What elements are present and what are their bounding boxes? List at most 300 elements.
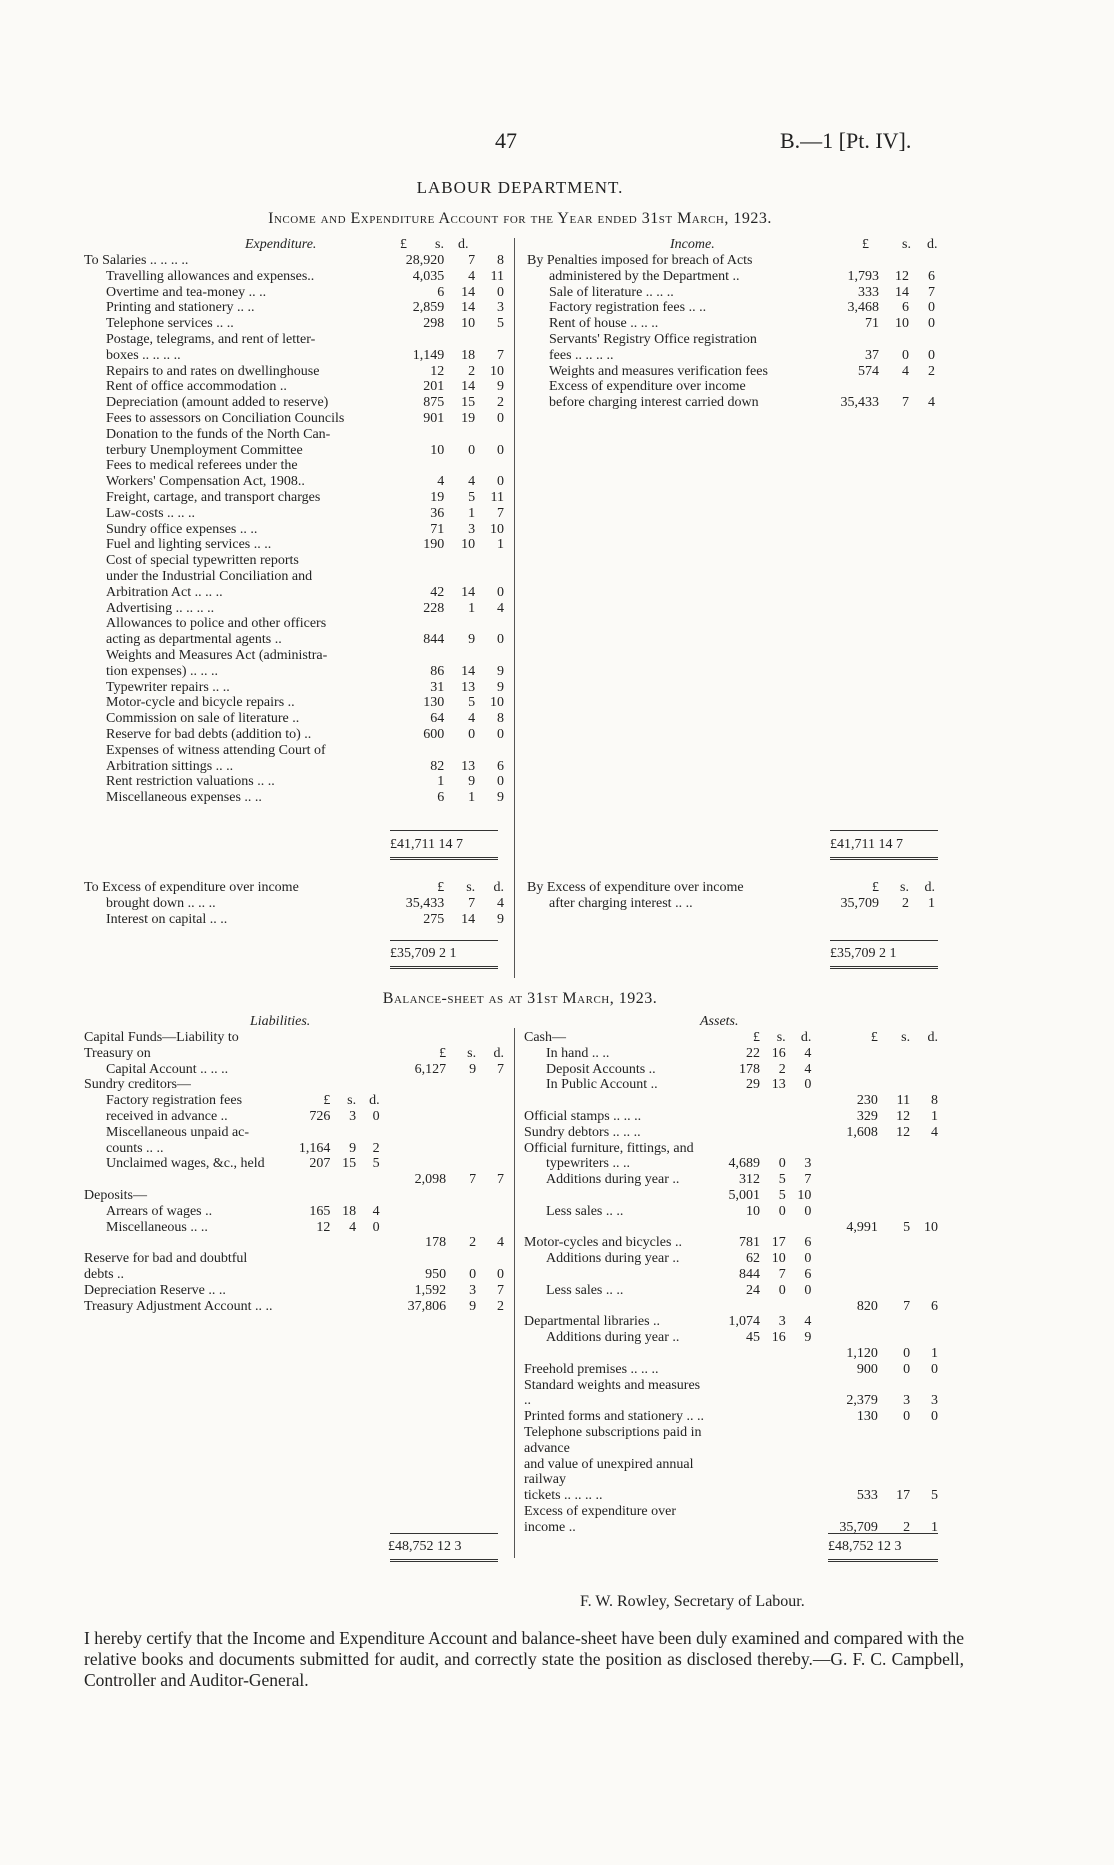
ledger-amount-d: 2 [497,1298,504,1314]
ledger-amount-l [811,1283,877,1299]
ledger-row [527,316,935,332]
ledger-amount-c: 3 [804,1156,812,1172]
ledger-amount-b: 4 [349,1219,357,1235]
ledger-amount-b [760,1141,786,1157]
ledger-row [84,364,504,380]
ledger-row [524,1283,938,1299]
ledger-amount-l: 875 [423,395,445,411]
ledger-amount-d: 3 [497,300,504,316]
ledger-amount-l: 820 [856,1298,878,1314]
assets-table [524,1030,938,1536]
ledger-amount-b [760,1425,786,1457]
ledger-amount-l: 1 [437,774,445,790]
ledger-row [524,1251,938,1267]
ledger-amount-d [910,1330,938,1346]
ledger-amount-a: 10 [745,1203,760,1219]
ledger-amount-d: 0 [928,316,935,332]
ledger-row [84,1220,504,1236]
ledger-amount-a: 726 [309,1108,331,1124]
ledger-amount-d [910,1251,938,1267]
ledger-amount-a [277,1125,331,1141]
ledger-row [524,1204,938,1220]
ledger-amount-s: 5 [903,1219,911,1235]
ledger-label: Factory registration fees [106,1093,243,1109]
ledger-amount-l: 190 [423,537,445,553]
ledger-amount-l [811,1204,877,1220]
ledger-amount-b: 5 [778,1187,786,1203]
ledger-amount-l: £ [439,1045,447,1061]
ledger-amount-a [706,1488,760,1504]
ledger-label: before charging interest carried down [549,395,759,411]
ledger-amount-l: 37,806 [407,1298,447,1314]
ledger-row [527,253,935,269]
ledger-amount-d: 8 [497,253,504,268]
ledger-amount-d: 9 [497,679,504,695]
ledger-label: Freight, cartage, and transport charges [106,489,321,505]
ledger-amount-a [706,1346,760,1362]
ledger-row [84,506,504,522]
ledger-label: tion expenses) .. .. .. [106,663,218,679]
ledger-amount-d: 0 [497,410,504,426]
ledger-amount-a [277,1235,331,1251]
ledger-amount-d: 9 [497,911,504,927]
ledger-amount-d: 5 [497,316,504,332]
ledger-amount-l [380,1109,446,1125]
ledger-amount-d [910,1062,938,1078]
ledger-row [84,490,504,506]
ledger-amount-b [760,1488,786,1504]
ledger-label: Motor-cycles and bicycles .. [524,1235,682,1251]
ledger-label: Fees to assessors on Conciliation Councils [106,410,345,426]
ledger-amount-l [380,1093,446,1109]
ledger-amount-c [356,1251,380,1283]
ledger-amount-d: 1 [497,537,504,553]
ledger-amount-s [878,1425,910,1457]
ledger-amount-c: 0 [804,1203,812,1219]
ledger-label [84,1172,277,1188]
ledger-amount-l: 42 [430,584,445,600]
ledger-amount-c [356,1062,380,1078]
ledger-amount-a: 178 [738,1061,760,1077]
ledger-amount-a [706,1378,760,1410]
ledger-amount-l [811,1046,877,1062]
ledger-label: Expenses of witness attending Court of [106,742,326,758]
ledger-amount-c: 0 [372,1219,380,1235]
ledger-amount-s: 12 [896,1124,911,1140]
ledger-label: Repairs to and rates on dwellinghouse [106,363,320,379]
ledger-label: Rent of house .. .. .. [549,316,659,332]
ledger-amount-a: 62 [745,1251,760,1267]
ledger-amount-s: 12 [895,268,909,284]
ledger-row [84,1283,504,1299]
ledger-amount-c: 4 [804,1045,812,1061]
ledger-amount-l [811,1141,877,1157]
ledger-amount-s: 14 [461,663,476,679]
ledger-row [84,427,504,443]
ledger-row [524,1046,938,1062]
ledger-label: In hand .. .. [546,1045,610,1061]
ledger-amount-l: 333 [858,284,879,300]
ledger-amount-d [476,1077,504,1093]
ledger-amount-b [760,1125,786,1141]
ledger-label: Cost of special typewritten reports [106,553,299,569]
ledger-amount-b [330,1030,356,1062]
ledger-amount-s [878,1457,910,1489]
ledger-label: Rent of office accommodation .. [106,379,287,395]
ledger-label: boxes .. .. .. .. [106,347,181,363]
ledger-amount-s: 7 [902,395,909,411]
income-table [527,253,935,411]
ledger-amount-l [811,1062,877,1078]
lower-income-double-rule [830,966,938,969]
ledger-amount-l [811,1425,877,1457]
ledger-amount-d: 0 [928,347,935,363]
ledger-amount-a: 781 [738,1235,760,1251]
ledger-label: Freehold premises .. .. .. [524,1361,659,1377]
ledger-amount-s [446,1077,476,1093]
ledger-amount-c [356,1077,380,1093]
ledger-amount-d [910,1314,938,1330]
ledger-row [527,285,935,301]
ledger-label: Additions during year .. [546,1172,680,1188]
ledger-amount-d [910,1204,938,1220]
ledger-amount-d: 7 [497,1282,504,1298]
ledger-amount-s: 3 [468,521,476,537]
ledger-row [84,711,504,727]
ledger-row [84,1156,504,1172]
ledger-label: Factory registration fees .. .. [549,300,707,316]
ledger-amount-c [786,1093,812,1109]
ledger-amount-a: 45 [745,1330,760,1346]
ledger-row [84,616,504,632]
ledger-amount-l [385,332,445,348]
ledger-row [84,269,504,285]
ledger-amount-s: 12 [896,1108,911,1124]
ledger-amount-d [910,1172,938,1188]
ledger-amount-s: 0 [903,1409,911,1425]
ledger-label: acting as departmental agents .. [106,632,282,648]
ledger-amount-l [811,1314,877,1330]
income-total: £41,711 14 7 [830,837,903,852]
ledger-amount-d [475,648,504,664]
ledger-amount-s: 13 [461,758,476,774]
ledger-amount-s: 14 [461,284,476,300]
ledger-amount-d [476,1220,504,1236]
ledger-amount-b [330,1299,356,1315]
ledger-label: Miscellaneous unpaid ac- [106,1124,250,1140]
ledger-amount-d: 0 [931,1409,938,1425]
ledger-amount-s: 14 [461,300,476,316]
ledger-amount-d: 4 [497,1235,504,1251]
ledger-label: administered by the Department .. [549,268,740,284]
ledger-amount-d: 4 [931,1124,938,1140]
ledger-amount-l: 6 [437,790,445,806]
ledger-amount-c: 4 [804,1061,812,1077]
ledger-amount-d: 0 [497,726,504,742]
ledger-amount-b [330,1077,356,1093]
ledger-amount-b: 0 [778,1282,786,1298]
ledger-amount-s: 0 [903,1345,911,1361]
ledger-row [524,1299,938,1315]
ledger-amount-l [811,1156,877,1172]
ledger-amount-a: £ [752,1030,760,1045]
ledger-label [524,1220,706,1236]
ledger-amount-l: 6 [437,284,445,300]
ledger-label: Sale of literature .. .. .. [549,284,674,300]
ledger-amount-d [475,743,504,759]
ledger-amount-c: 2 [372,1140,380,1156]
ledger-amount-d [910,1283,938,1299]
ledger-row [524,1488,938,1504]
ledger-amount-s [878,1172,910,1188]
ledger-row [84,316,504,332]
ledger-label: Weights and measures verification fees [549,363,768,379]
ledger-label: Additions during year .. [546,1330,680,1346]
ledger-row [84,553,504,569]
document-reference: B.—1 [Pt. IV]. [780,128,912,153]
ledger-label: Capital Funds—Liability to Treasury on [84,1030,239,1061]
ledger-label: Arbitration sittings .. .. [106,758,234,774]
ledger-row [524,1378,938,1410]
ledger-amount-l: 1,149 [412,347,445,363]
ledger-amount-d: 8 [497,711,504,727]
ledger-amount-s [446,1220,476,1236]
ledger-row [84,522,504,538]
ledger-amount-d: 0 [928,300,935,316]
ledger-amount-l: 950 [425,1266,447,1282]
ledger-amount-s: 3 [903,1393,911,1409]
ledger-amount-c: 0 [804,1251,812,1267]
ledger-label: Typewriter repairs .. .. [106,679,230,695]
ledger-amount-c [786,1409,812,1425]
ledger-label: terbury Unemployment Committee [106,442,303,458]
ledger-amount-b: 15 [342,1156,357,1172]
ledger-row [527,300,935,316]
ledger-amount-d: 6 [928,268,935,284]
ledger-label: Miscellaneous expenses .. .. [106,790,262,806]
ledger-row [84,1172,504,1188]
audit-certificate: I hereby certify that the Income and Expenditure Account and balance-sheet have been duly examined and compared with the relative books and documents submitted for audit, and correctly state the position as disclosed thereby.—G. F. C. Campbell, Controller and Auditor-General. [84,1628,964,1690]
ledger-row [524,1267,938,1283]
ledger-amount-d [475,616,504,632]
ledger-row [84,300,504,316]
ledger-amount-b [330,1251,356,1283]
ledger-amount-a: 12 [316,1219,331,1235]
ledger-label: Servants' Registry Office registration [549,331,757,347]
ledger-amount-b [760,1504,786,1536]
ledger-row [524,1188,938,1204]
income-total-double-rule [830,857,938,860]
ledger-amount-s: s. [467,1045,477,1061]
ledger-amount-c: 6 [804,1266,812,1282]
ledger-label: Telephone subscriptions paid in advance [524,1424,702,1456]
ledger-amount-d: 0 [931,1361,938,1377]
ledger-amount-a [706,1425,760,1457]
ledger-amount-d: d. [493,1045,504,1061]
ledger-amount-c [356,1283,380,1299]
ledger-amount-b: 2 [778,1061,786,1077]
ledger-amount-l [827,379,879,395]
ledger-amount-d: 4 [497,895,504,911]
ledger-amount-a [277,1062,331,1078]
ledger-row [524,1330,938,1346]
assets-total-rule [828,1533,938,1534]
ledger-label [524,1093,706,1109]
ledger-amount-l: £ [872,880,879,895]
ledger-amount-l [811,1172,877,1188]
ledger-amount-l: 201 [423,379,445,395]
ledger-amount-s: 14 [461,584,476,600]
ledger-row [84,1077,504,1093]
ledger-label: By Excess of expenditure over income [527,880,744,895]
ledger-amount-s [444,458,475,474]
ledger-amount-a [706,1220,760,1236]
ledger-amount-a: 165 [309,1203,331,1219]
ledger-amount-l: 329 [856,1108,878,1124]
ledger-row [524,1425,938,1457]
ledger-amount-s: s. [901,1030,911,1045]
ledger-amount-l [380,1220,446,1236]
ledger-amount-s: 11 [896,1093,911,1109]
ledger-row [524,1457,938,1489]
ledger-amount-d [475,332,504,348]
ledger-amount-s: 9 [468,774,476,790]
ledger-row [84,537,504,553]
ledger-amount-d: 7 [497,1061,504,1077]
ledger-label: Arrears of wages .. [106,1203,213,1219]
ledger-amount-d [910,1141,938,1157]
ledger-amount-l [380,1204,446,1220]
ledger-label: Excess of expenditure over income [549,379,746,395]
ledger-amount-s: 1 [468,600,476,616]
ledger-row [84,774,504,790]
ledger-amount-l [811,1330,877,1346]
assets-heading: Assets. [700,1014,739,1029]
ledger-amount-l: 275 [423,911,445,927]
ledger-amount-d: 3 [931,1393,938,1409]
ledger-label: Cash— [524,1030,566,1045]
ledger-amount-s [446,1141,476,1157]
ledger-amount-a: 844 [738,1266,760,1282]
ledger-amount-s [446,1125,476,1141]
ledger-amount-d: 2 [497,395,504,411]
ledger-amount-l: 28,920 [405,253,445,268]
ledger-label: fees .. .. .. .. [549,347,614,363]
ledger-label: Weights and Measures Act (administra- [106,647,328,663]
ledger-label: Law-costs .. .. .. [106,505,196,521]
ledger-amount-s [444,616,475,632]
ledger-label: Advertising .. .. .. .. [106,600,215,616]
ledger-amount-s [878,1314,910,1330]
ledger-amount-c [356,1172,380,1188]
ledger-amount-a: 29 [745,1077,760,1093]
ledger-label: Departmental libraries .. [524,1314,661,1330]
ledger-amount-l [385,427,445,443]
ledger-amount-a [277,1251,331,1283]
ledger-label: brought down .. .. .. [106,895,216,911]
ledger-amount-b [760,1457,786,1489]
ledger-row [527,348,935,364]
ledger-amount-d: 0 [497,1266,504,1282]
ledger-amount-s: 14 [461,911,476,927]
ledger-amount-s [879,332,909,348]
ledger-row [524,1235,938,1251]
ledger-label: Overtime and tea-money .. .. [106,284,267,300]
ledger-label: after charging interest .. .. [549,895,693,911]
ledger-label: tickets .. .. .. .. [524,1488,603,1504]
ledger-row [84,348,504,364]
ledger-amount-c [356,1299,380,1315]
ledger-amount-s: 7 [469,1172,477,1188]
ledger-amount-c: 4 [372,1203,380,1219]
ledger-label: received in advance .. [106,1108,228,1124]
ledger-amount-s: 0 [469,1266,477,1282]
ledger-amount-c: 9 [804,1330,812,1346]
ledger-amount-s: 5 [468,695,476,711]
ledger-amount-l: 900 [856,1361,878,1377]
ledger-row [84,1062,504,1078]
ledger-amount-d [475,427,504,443]
ledger-amount-s: 5 [468,489,476,505]
page-title: LABOUR DEPARTMENT. [416,178,624,197]
expenditure-total-rule [390,830,498,831]
ledger-label: Arbitration Act .. .. .. [106,584,223,600]
ledger-amount-a: 5,001 [728,1187,760,1203]
ledger-amount-c [786,1362,812,1378]
ledger-amount-b [330,1125,356,1141]
ledger-amount-d: 1 [931,1345,938,1361]
ledger-amount-c [356,1030,380,1062]
ledger-amount-a [277,1030,331,1062]
ledger-amount-c: 5 [372,1156,380,1172]
ledger-amount-a [706,1457,760,1489]
ledger-amount-d: 7 [497,1172,504,1188]
ledger-amount-s: 0 [902,347,909,363]
ledger-label [84,1235,277,1251]
ledger-amount-d: 10 [490,695,504,711]
ledger-label [524,1299,706,1315]
ledger-amount-l: £ [870,1030,878,1045]
ledger-amount-d [476,1109,504,1125]
ledger-amount-l: 35,433 [405,895,445,911]
lower-income-total: £35,709 2 1 [830,946,897,961]
ledger-amount-d [910,1235,938,1251]
ledger-amount-a: 312 [738,1172,760,1188]
ledger-amount-d [476,1093,504,1109]
ledger-amount-s: 9 [469,1061,477,1077]
ledger-amount-s: 17 [896,1488,911,1504]
ledger-amount-b [330,1283,356,1299]
ledger-amount-c: 0 [372,1108,380,1124]
ledger-row [84,332,504,348]
ledger-amount-b [760,1378,786,1410]
ledger-amount-l: 4 [437,474,445,490]
ledger-amount-d [909,253,935,269]
ledger-label: Treasury Adjustment Account .. .. [84,1298,273,1314]
ledger-row [527,395,935,411]
ledger-row [527,269,935,285]
ledger-label: Sundry office expenses .. .. [106,521,258,537]
ledger-label: To Salaries .. .. .. .. [84,253,189,268]
ledger-amount-l: 178 [425,1235,447,1251]
ledger-amount-s [878,1267,910,1283]
ledger-row [84,664,504,680]
ledger-label: Less sales .. .. [546,1203,624,1219]
ledger-amount-s: 0 [468,726,476,742]
ledger-label: Printed forms and stationery .. .. [524,1409,705,1425]
ledger-amount-s [878,1077,910,1093]
ledger-row [524,1172,938,1188]
